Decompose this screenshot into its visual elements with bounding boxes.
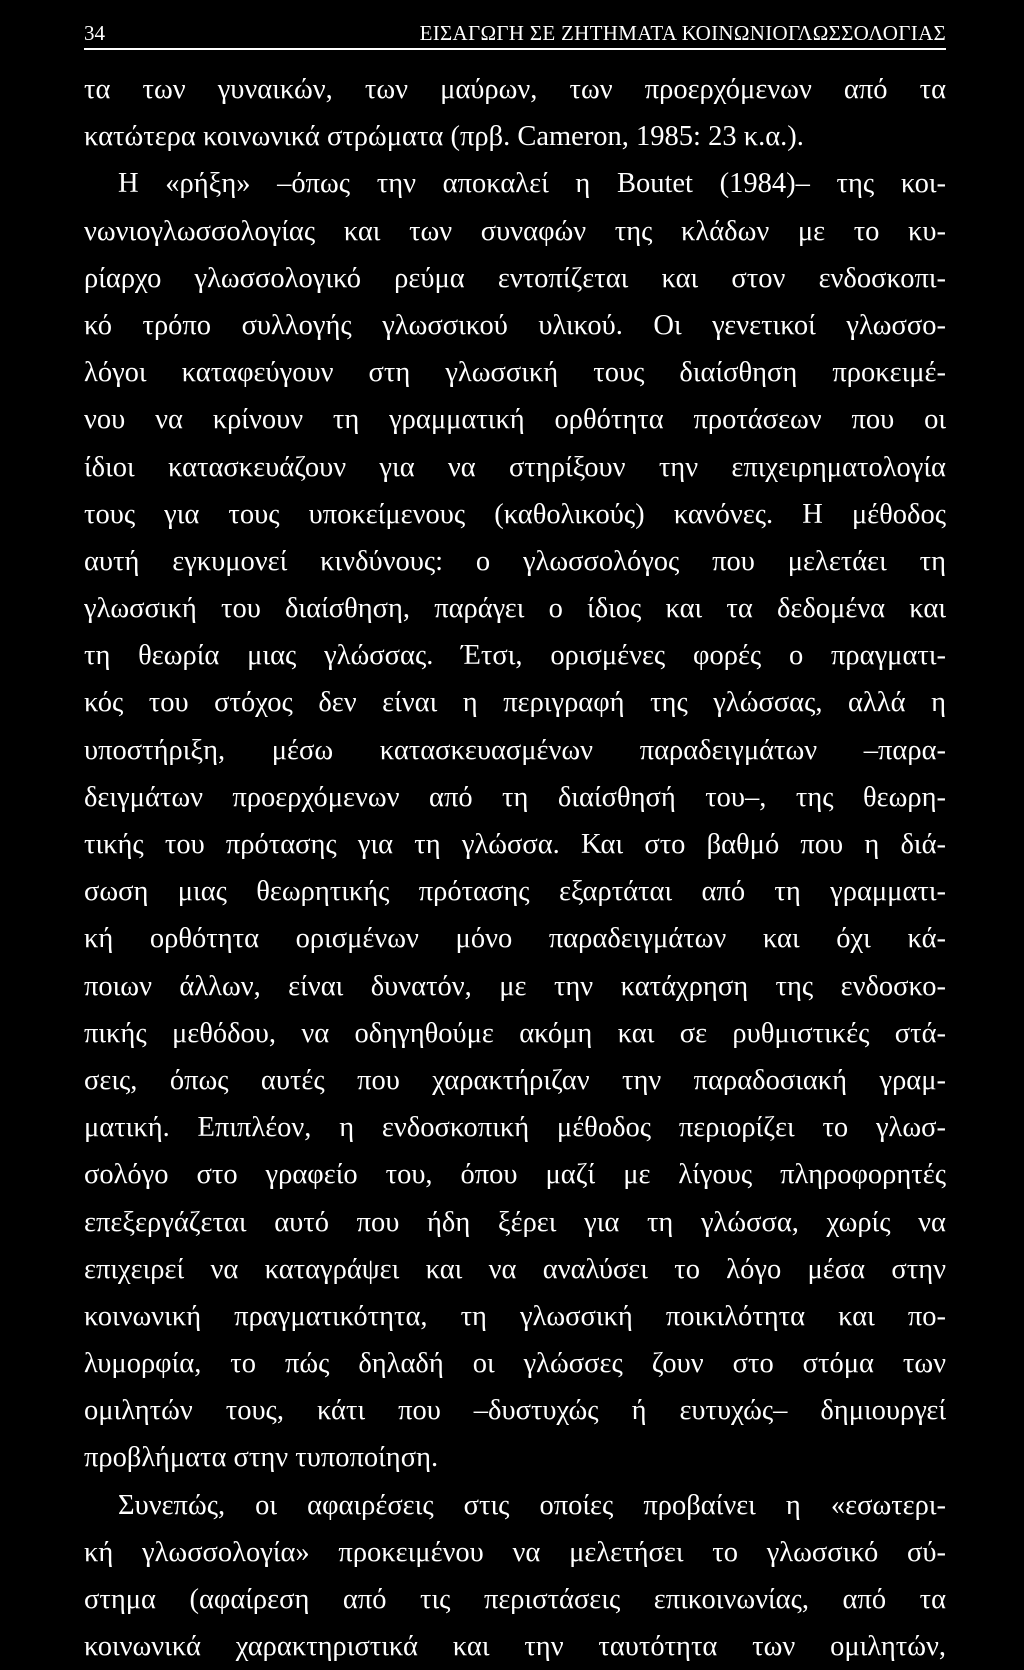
text-line: κός του στόχος δεν είναι η περιγραφή της γλώσσας, αλλά η bbox=[84, 687, 946, 719]
text-line: κή γλωσσολογία» προκειμένου να μελετήσει το γλωσσικό σύ- bbox=[84, 1536, 946, 1568]
text-line: επεξεργάζεται αυτό που ήδη ξέρει για τη γλώσσα, χωρίς να bbox=[84, 1206, 946, 1238]
text-line: νου να κρίνουν τη γραμματική ορθότητα προτάσεων που οι bbox=[84, 404, 946, 436]
text-line: Η «ρήξη» –όπως την αποκαλεί η Boutet (1984)– της κοι- bbox=[118, 168, 946, 200]
text-line: σωση μιας θεωρητικής πρότασης εξαρτάται από τη γραμματι- bbox=[84, 876, 946, 908]
text-line: σολόγο στο γραφείο του, όπου μαζί με λίγους πληροφορητές bbox=[84, 1159, 946, 1191]
text-line: τη θεωρία μιας γλώσσας. Έτσι, ορισμένες φορές ο πραγματι- bbox=[84, 640, 946, 672]
text-line: τα των γυναικών, των μαύρων, των προερχόμενων από τα bbox=[84, 74, 946, 105]
text-line: προβλήματα στην τυποποίηση. bbox=[84, 1442, 439, 1474]
page-number: 34 bbox=[84, 21, 105, 45]
text-line: γλωσσική του διαίσθηση, παράγει ο ίδιος και τα δεδομένα και bbox=[84, 593, 946, 625]
text-line: στημα (αφαίρεση από τις περιστάσεις επικοινωνίας, από τα bbox=[84, 1584, 946, 1615]
text-line: πικής μεθόδου, να οδηγηθούμε ακόμη και σε ρυθμιστικές στά- bbox=[84, 1017, 946, 1049]
text-line: ποιων άλλων, είναι δυνατόν, με την κατάχρηση της ενδοσκο- bbox=[84, 970, 946, 1002]
text-line: κή ορθότητα ορισμένων μόνο παραδειγμάτων και όχι κά- bbox=[84, 923, 946, 955]
running-title: ΕΙΣΑΓΩΓΗ ΣΕ ΖΗΤΗΜΑΤΑ ΚΟΙΝΩΝΙΟΓΛΩΣΣΟΛΟΓΙΑΣ bbox=[419, 21, 946, 45]
text-line: λυμορφία, το πώς δηλαδή οι γλώσσες ζουν στο στόμα των bbox=[84, 1348, 946, 1380]
body-text bbox=[84, 66, 946, 1670]
text-line: ματική. Επιπλέον, η ενδοσκοπική μέθοδος περιορίζει το γλωσ- bbox=[84, 1112, 946, 1144]
text-line: σεις, όπως αυτές που χαρακτήριζαν την παραδοσιακή γραμ- bbox=[84, 1064, 946, 1096]
text-line: ομιλητών τους, κάτι που –δυστυχώς ή ευτυχώς– δημιουργεί bbox=[84, 1395, 946, 1427]
text-line: επιχειρεί να καταγράψει και να αναλύσει το λόγο μέσα στην bbox=[84, 1253, 946, 1285]
text-line: αυτή εγκυμονεί κινδύνους: ο γλωσσολόγος που μελετάει τη bbox=[84, 545, 946, 577]
running-head bbox=[84, 18, 946, 50]
text-line: κοινωνικά χαρακτηριστικά και την ταυτότητα των ομιλητών, bbox=[84, 1631, 946, 1663]
text-line: υποστήριξη, μέσω κατασκευασμένων παραδειγμάτων –παρα- bbox=[84, 734, 946, 766]
text-line: ίδιοι κατασκευάζουν για να στηρίξουν την επιχειρηματολογία bbox=[84, 451, 946, 483]
text-line: δειγμάτων προερχόμενων από τη διαίσθησή του–, της θεωρη- bbox=[84, 781, 946, 813]
text-line: νωνιογλωσσολογίας και των συναφών της κλάδων με το κυ- bbox=[84, 215, 946, 247]
text-line: τικής του πρότασης για τη γλώσσα. Και στο βαθμό που η διά- bbox=[84, 829, 946, 860]
text-line: τους για τους υποκείμενους (καθολικούς) κανόνες. Η μέθοδος bbox=[84, 498, 946, 530]
text-line: κοινωνική πραγματικότητα, τη γλωσσική ποικιλότητα και πο- bbox=[84, 1300, 946, 1332]
text-line: κατώτερα κοινωνικά στρώματα (πρβ. Cameron, 1985: 23 κ.α.). bbox=[84, 121, 804, 153]
text-line: λόγοι καταφεύγουν στη γλωσσική τους διαίσθηση προκειμέ- bbox=[84, 357, 946, 389]
text-line: ρίαρχο γλωσσολογικό ρεύμα εντοπίζεται και στον ενδοσκοπι- bbox=[84, 262, 946, 294]
text-line: κό τρόπο συλλογής γλωσσικού υλικού. Οι γενετικοί γλωσσο- bbox=[84, 309, 946, 341]
text-line: Συνεπώς, οι αφαιρέσεις στις οποίες προβαίνει η «εσωτερι- bbox=[118, 1489, 946, 1521]
